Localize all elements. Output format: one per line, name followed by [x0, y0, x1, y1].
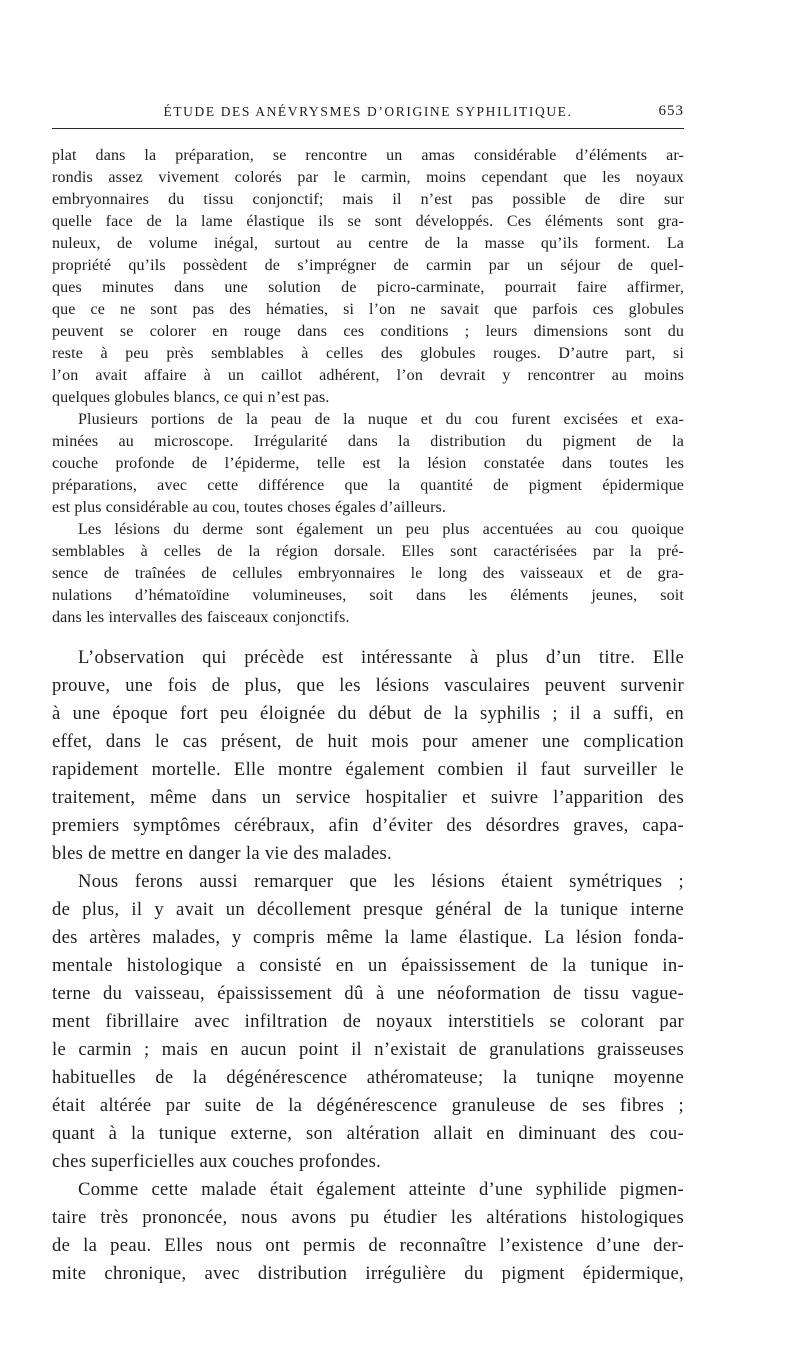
text-line: des artères malades, y compris même la lame élastique. La lésion fonda-	[52, 927, 684, 948]
text-line: à une époque fort peu éloignée du début de la syphilis ; il a suffi, en	[52, 703, 684, 724]
text-line: bles de mettre en danger la vie des malades.	[52, 843, 393, 864]
text-line: couche profonde de l’épiderme, telle est la lésion constatée dans toutes les	[52, 455, 684, 472]
text-line: traitement, même dans un service hospitalier et suivre l’apparition des	[52, 787, 684, 808]
header-rule	[52, 128, 684, 129]
page-number: 653	[658, 103, 684, 119]
text-line: mentale histologique a consisté en un épaississement de la tunique in-	[52, 955, 684, 976]
text-line: habituelles de la dégénérescence athéromateuse; la tuniqne moyenne	[52, 1067, 684, 1088]
text-line: quant à la tunique externe, son altération allait en diminuant des cou-	[52, 1123, 684, 1144]
text-line: quelle face de la lame élastique ils se sont développés. Ces éléments sont gra-	[52, 213, 684, 230]
text-line: était altérée par suite de la dégénérescence granuleuse de ses fibres ;	[52, 1095, 684, 1116]
text-line: propriété qu’ils possèdent de s’imprégner de carmin par un séjour de quel-	[52, 257, 684, 274]
text-line: quelques globules blancs, ce qui n’est pas.	[52, 389, 330, 406]
text-line: reste à peu près semblables à celles des globules rouges. D’autre part, si	[52, 345, 684, 362]
text-line: ches superficielles aux couches profondes.	[52, 1151, 382, 1172]
text-line: nuleux, de volume inégal, surtout au centre de la masse qu’ils forment. La	[52, 235, 684, 252]
text-line: plat dans la préparation, se rencontre un amas considérable d’éléments ar-	[52, 147, 684, 164]
text-line: prouve, une fois de plus, que les lésions vasculaires peuvent survenir	[52, 675, 684, 696]
text-line: taire très prononcée, nous avons pu étudier les altérations histologiques	[52, 1207, 684, 1228]
text-line: de la peau. Elles nous ont permis de reconnaître l’existence d’une der-	[52, 1235, 684, 1256]
text-line: semblables à celles de la région dorsale. Elles sont caractérisées par la pré-	[52, 543, 684, 560]
paragraph-first-line: Comme cette malade était également atteinte d’une syphilide pigmen-	[78, 1179, 684, 1200]
paragraph-first-line: Les lésions du derme sont également un peu plus accentuées au cou quoique	[78, 521, 684, 538]
text-line: rapidement mortelle. Elle montre également combien il faut surveiller le	[52, 759, 684, 780]
running-title: ÉTUDE DES ANÉVRYSMES D’ORIGINE SYPHILITIQUE.	[163, 104, 573, 119]
text-line: l’on avait affaire à un caillot adhérent, l’on devrait y rencontrer au moins	[52, 367, 684, 384]
text-line: minées au microscope. Irrégularité dans la distribution du pigment de la	[52, 433, 684, 450]
paragraph-first-line: Plusieurs portions de la peau de la nuque et du cou furent excisées et exa-	[78, 411, 684, 428]
text-line: mite chronique, avec distribution irrégulière du pigment épidermique,	[52, 1263, 684, 1284]
paragraph-first-line: Nous ferons aussi remarquer que les lésions étaient symétriques ;	[78, 871, 684, 892]
text-line: peuvent se colorer en rouge dans ces conditions ; leurs dimensions sont du	[52, 323, 684, 340]
text-line: le carmin ; mais en aucun point il n’existait de granulations graisseuses	[52, 1039, 684, 1060]
paragraph-first-line: L’observation qui précède est intéressante à plus d’un titre. Elle	[78, 647, 684, 668]
text-line: est plus considérable au cou, toutes choses égales d’ailleurs.	[52, 499, 447, 516]
text-line: premiers symptômes cérébraux, afin d’éviter des désordres graves, capa-	[52, 815, 684, 836]
text-line: embryonnaires du tissu conjonctif; mais il n’est pas possible de dire sur	[52, 191, 684, 208]
text-line: ment fibrillaire avec infiltration de noyaux interstitiels se colorant par	[52, 1011, 684, 1032]
text-line: ques minutes dans une solution de picro-carminate, pourrait faire affirmer,	[52, 279, 684, 296]
text-line: que ce ne sont pas des hématies, si l’on ne savait que parfois ces globules	[52, 301, 684, 318]
running-head	[52, 102, 684, 124]
text-line: dans les intervalles des faisceaux conjonctifs.	[52, 609, 350, 626]
text-line: sence de traînées de cellules embryonnaires le long des vaisseaux et de gra-	[52, 565, 684, 582]
text-line: rondis assez vivement colorés par le carmin, moins cependant que les noyaux	[52, 169, 684, 186]
text-line: préparations, avec cette différence que la quantité de pigment épidermique	[52, 477, 684, 494]
text-line: de plus, il y avait un décollement presque général de la tunique interne	[52, 899, 684, 920]
text-line: terne du vaisseau, épaississement dû à une néoformation de tissu vague-	[52, 983, 684, 1004]
text-line: effet, dans le cas présent, de huit mois pour amener une complication	[52, 731, 684, 752]
text-line: nulations d’hématoïdine volumineuses, soit dans les éléments jeunes, soit	[52, 587, 684, 604]
